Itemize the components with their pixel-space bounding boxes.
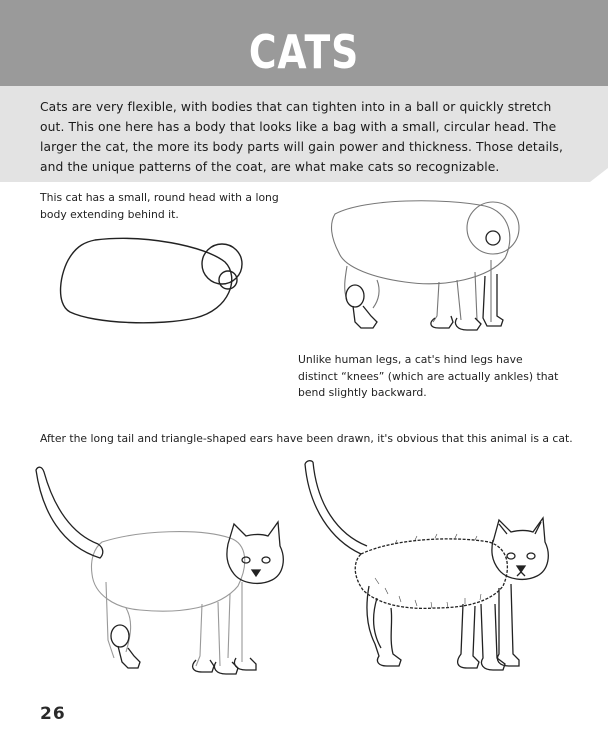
caption-step-3: After the long tail and triangle-shaped ears have been drawn, it's obvious that this animal is a cat. [40,432,573,445]
intro-paragraph: Cats are very flexible, with bodies that can tighten into in a ball or quickly stretch out. This one here has a body that looks like a bag with a small, circular head. The larger the cat, the more its body parts will gain power and thickness. Those details, and the unique patterns of the coat, are what make cats so recognizable. [40,100,564,174]
caption-step-2: Unlike human legs, a cat's hind legs have distinct “knees” (which are actually ankles) that bend slightly backward. [298,353,559,399]
page-title: CATS [248,25,360,79]
caption-step-1: This cat has a small, round head with a long body extending behind it. [40,191,279,221]
page-number: 26 [40,704,66,724]
cat-drawing-finished [295,458,555,688]
cat-sketch-step-2 [325,198,525,338]
cat-sketch-step-1 [55,232,255,332]
cat-sketch-step-3 [30,462,290,692]
